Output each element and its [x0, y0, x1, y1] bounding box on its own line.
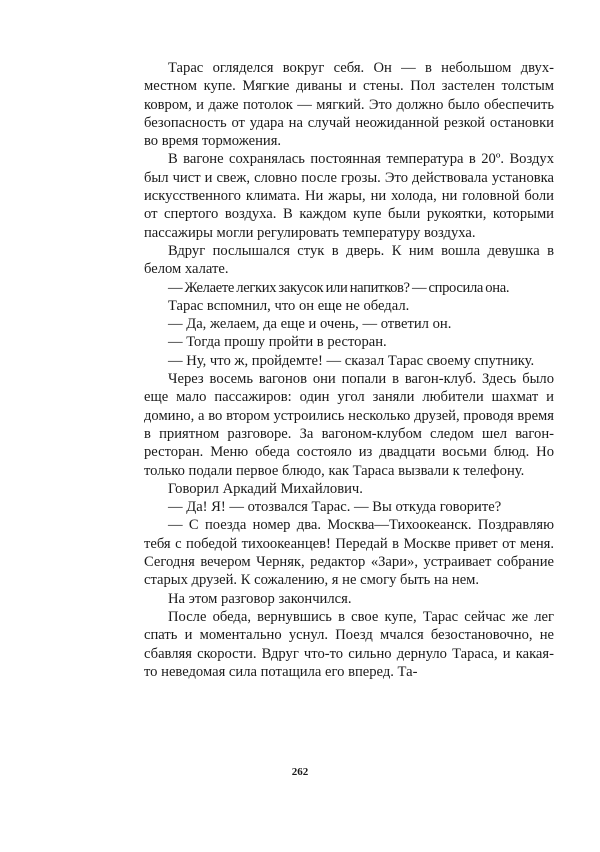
- paragraph: — Желаете легких закусок или напитков? — спросила она.: [168, 279, 510, 296]
- paragraph: — Тогда прошу пройти в ресторан.: [168, 334, 387, 351]
- paragraph: В вагоне сохранялась постоянная температура в 20º. Воздух был чист и свеж, словно после грозы. Это действовала установка искусственного климата. Ни жары, ни холода, ни головной боли от спертого воздуха. В каждом купе были рукоятки, которыми пассажиры могли регулировать температуру воздуха.: [144, 151, 554, 241]
- paragraph: — Да! Я! — отозвался Тарас. — Вы откуда говорите?: [168, 499, 502, 516]
- paragraph: Говорил Аркадий Михайлович.: [168, 480, 363, 497]
- paragraph: После обеда, вернувшись в свое купе, Тарас сейчас же лег спать и моментально уснул. Поезд мчался безостановочно, не сбавляя скорости. Вдруг что-то сильно дернуло Тараса, и какая-то неведомая сила потащила его вперед. Та-: [144, 608, 554, 680]
- paragraph: Тарас огляделся вокруг себя. Он — в небольшом двухместном купе. Мягкие диваны и стены. Пол застелен толстым ковром, и даже потолок — мягкий. Это должно было обеспечить безопасность от удара на случай неожиданной резкой остановки во время торможения.: [144, 60, 554, 150]
- paragraph: — Ну, что ж, пройдемте! — сказал Тарас своему спутнику.: [168, 352, 535, 369]
- paragraph: — С поезда номер два. Москва—Тихоокеанск. Поздравляю тебя с победой тихоокеанцев! Передай в Москве привет от меня. Сегодня вечером Черняк, редактор «Зари», устраивает собрание старых друзей. К сожалению, я не смогу быть на нем.: [144, 517, 554, 589]
- paragraph: Тарас вспомнил, что он еще не обедал.: [168, 297, 410, 314]
- paragraph: — Да, желаем, да еще и очень, — ответил он.: [168, 316, 452, 333]
- page-body: [144, 59, 554, 681]
- paragraph: Через восемь вагонов они попали в вагон-клуб. Здесь было еще мало пассажиров: один угол заняли любители шахмат и домино, а во втором устроились несколько друзей, проводя время в приятном разговоре. За вагоном-клубом следом шел вагон-ресторан. Меню обеда состояло из двадцати восьми блюд. Но только подали первое блюдо, как Тараса вызвали к телефону.: [144, 371, 554, 479]
- paragraph: На этом разговор закончился.: [168, 590, 352, 607]
- paragraph: Вдруг послышался стук в дверь. К ним вошла девушка в белом халате.: [144, 242, 554, 278]
- page-number: 262: [291, 766, 309, 778]
